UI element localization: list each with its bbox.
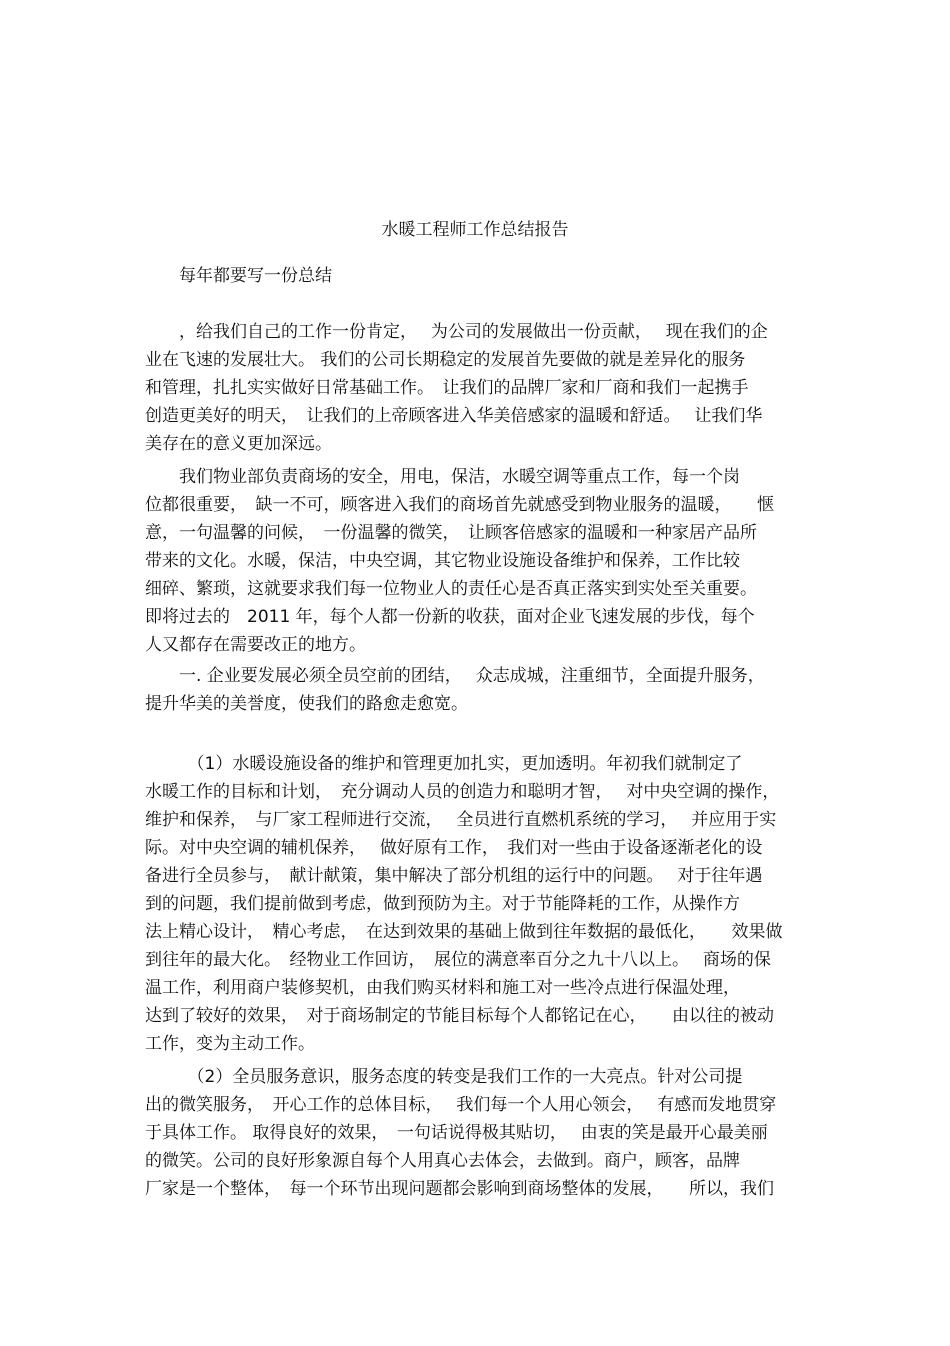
body-line: 和管理，扎扎实实做好日常基础工作。 让我们的品牌厂家和厂商和我们一起携手 [145, 378, 749, 398]
body-line: 达到了较好的效果， 对于商场制定的节能目标每个人都铭记在心， 由以往的被动 [145, 1006, 774, 1026]
body-line: 厂家是一个整体， 每一个环节出现问题都会影响到商场整体的发展， 所以，我们 [145, 1179, 774, 1199]
body-line: 维护和保养， 与厂家工程师进行交流， 全员进行直燃机系统的学习， 并应用于实 [145, 810, 777, 830]
document-title: 水暖工程师工作总结报告 [381, 220, 569, 240]
body-line: 人又都存在需要改正的地方。 [145, 635, 366, 655]
body-line: 业在飞速的发展壮大。 我们的公司长期稳定的发展首先要做的就是差异化的服务 [145, 350, 746, 370]
body-line: 到往年的最大化。 经物业工作回访， 展位的满意率百分之九十八以上。 商场的保 [145, 950, 771, 970]
body-line: 带来的文化。水暖，保洁，中央空调，其它物业设施设备维护和保养，工作比较 [145, 551, 740, 571]
body-line: ，给我们自己的工作一份肯定， 为公司的发展做出一份贡献， 现在我们的企 [145, 322, 768, 342]
body-line: 于具体工作。 取得良好的效果， 一句话说得极其贴切， 由衷的笑是最开心最美丽 [145, 1123, 768, 1143]
body-line: 温工作，利用商户装修契机，由我们购买材料和施工对一些冷点进行保温处理， [145, 978, 740, 998]
body-line: 创造更美好的明天， 让我们的上帝顾客进入华美倍感家的温暖和舒适。 让我们华 [145, 406, 763, 426]
body-line: 位都很重要， 缺一不可，顾客进入我们的商场首先就感受到物业服务的温暖， 惬 [145, 495, 774, 515]
body-line: 我们物业部负责商场的安全，用电，保洁，水暖空调等重点工作，每一个岗 [145, 467, 740, 487]
body-line: 即将过去的 2011 年，每个人都一份新的收获，面对企业飞速发展的步伐，每个 [145, 607, 755, 627]
body-line: 工作，变为主动工作。 [145, 1034, 315, 1054]
body-line: 每年都要写一份总结 [145, 266, 332, 286]
body-line: 提升华美的美誉度，使我们的路愈走愈宽。 [145, 694, 468, 714]
body-line: 法上精心设计， 精心考虑， 在达到效果的基础上做到往年数据的最低化， 效果做 [145, 922, 783, 942]
body-line: 细碎、繁琐，这就要求我们每一位物业人的责任心是否真正落实到实处至关重要。 [145, 579, 757, 599]
body-line: （1）水暖设施设备的维护和管理更加扎实，更加透明。年初我们就制定了 [145, 754, 743, 774]
body-line: 水暖工作的目标和计划， 充分调动人员的创造力和聪明才智， 对中央空调的操作， [145, 782, 780, 802]
body-line: 际。对中央空调的辅机保养， 做好原有工作， 我们对一些由于设备逐渐老化的设 [145, 838, 763, 858]
body-line: 意，一句温馨的问候， 一份温馨的微笑， 让顾客倍感家的温暖和一种家居产品所 [145, 523, 757, 543]
body-line: 的微笑。公司的良好形象源自每个人用真心去体会，去做到。商户，顾客，品牌 [145, 1151, 740, 1171]
body-line: 美存在的意义更加深远。 [145, 434, 332, 454]
body-line: 备进行全员参与， 献计献策，集中解决了部分机组的运行中的问题。 对于往年遇 [145, 866, 763, 886]
body-line: 到的问题，我们提前做到考虑，做到预防为主。对于节能降耗的工作，从操作方 [145, 894, 740, 914]
body-line: 一. 企业要发展必须全员空前的团结， 众志成城，注重细节，全面提升服务， [145, 666, 765, 686]
body-line: 出的微笑服务， 开心工作的总体目标， 我们每一个人用心领会， 有感而发地贯穿 [145, 1095, 777, 1115]
body-line: （2）全员服务意识，服务态度的转变是我们工作的一大亮点。针对公司提 [145, 1067, 743, 1087]
